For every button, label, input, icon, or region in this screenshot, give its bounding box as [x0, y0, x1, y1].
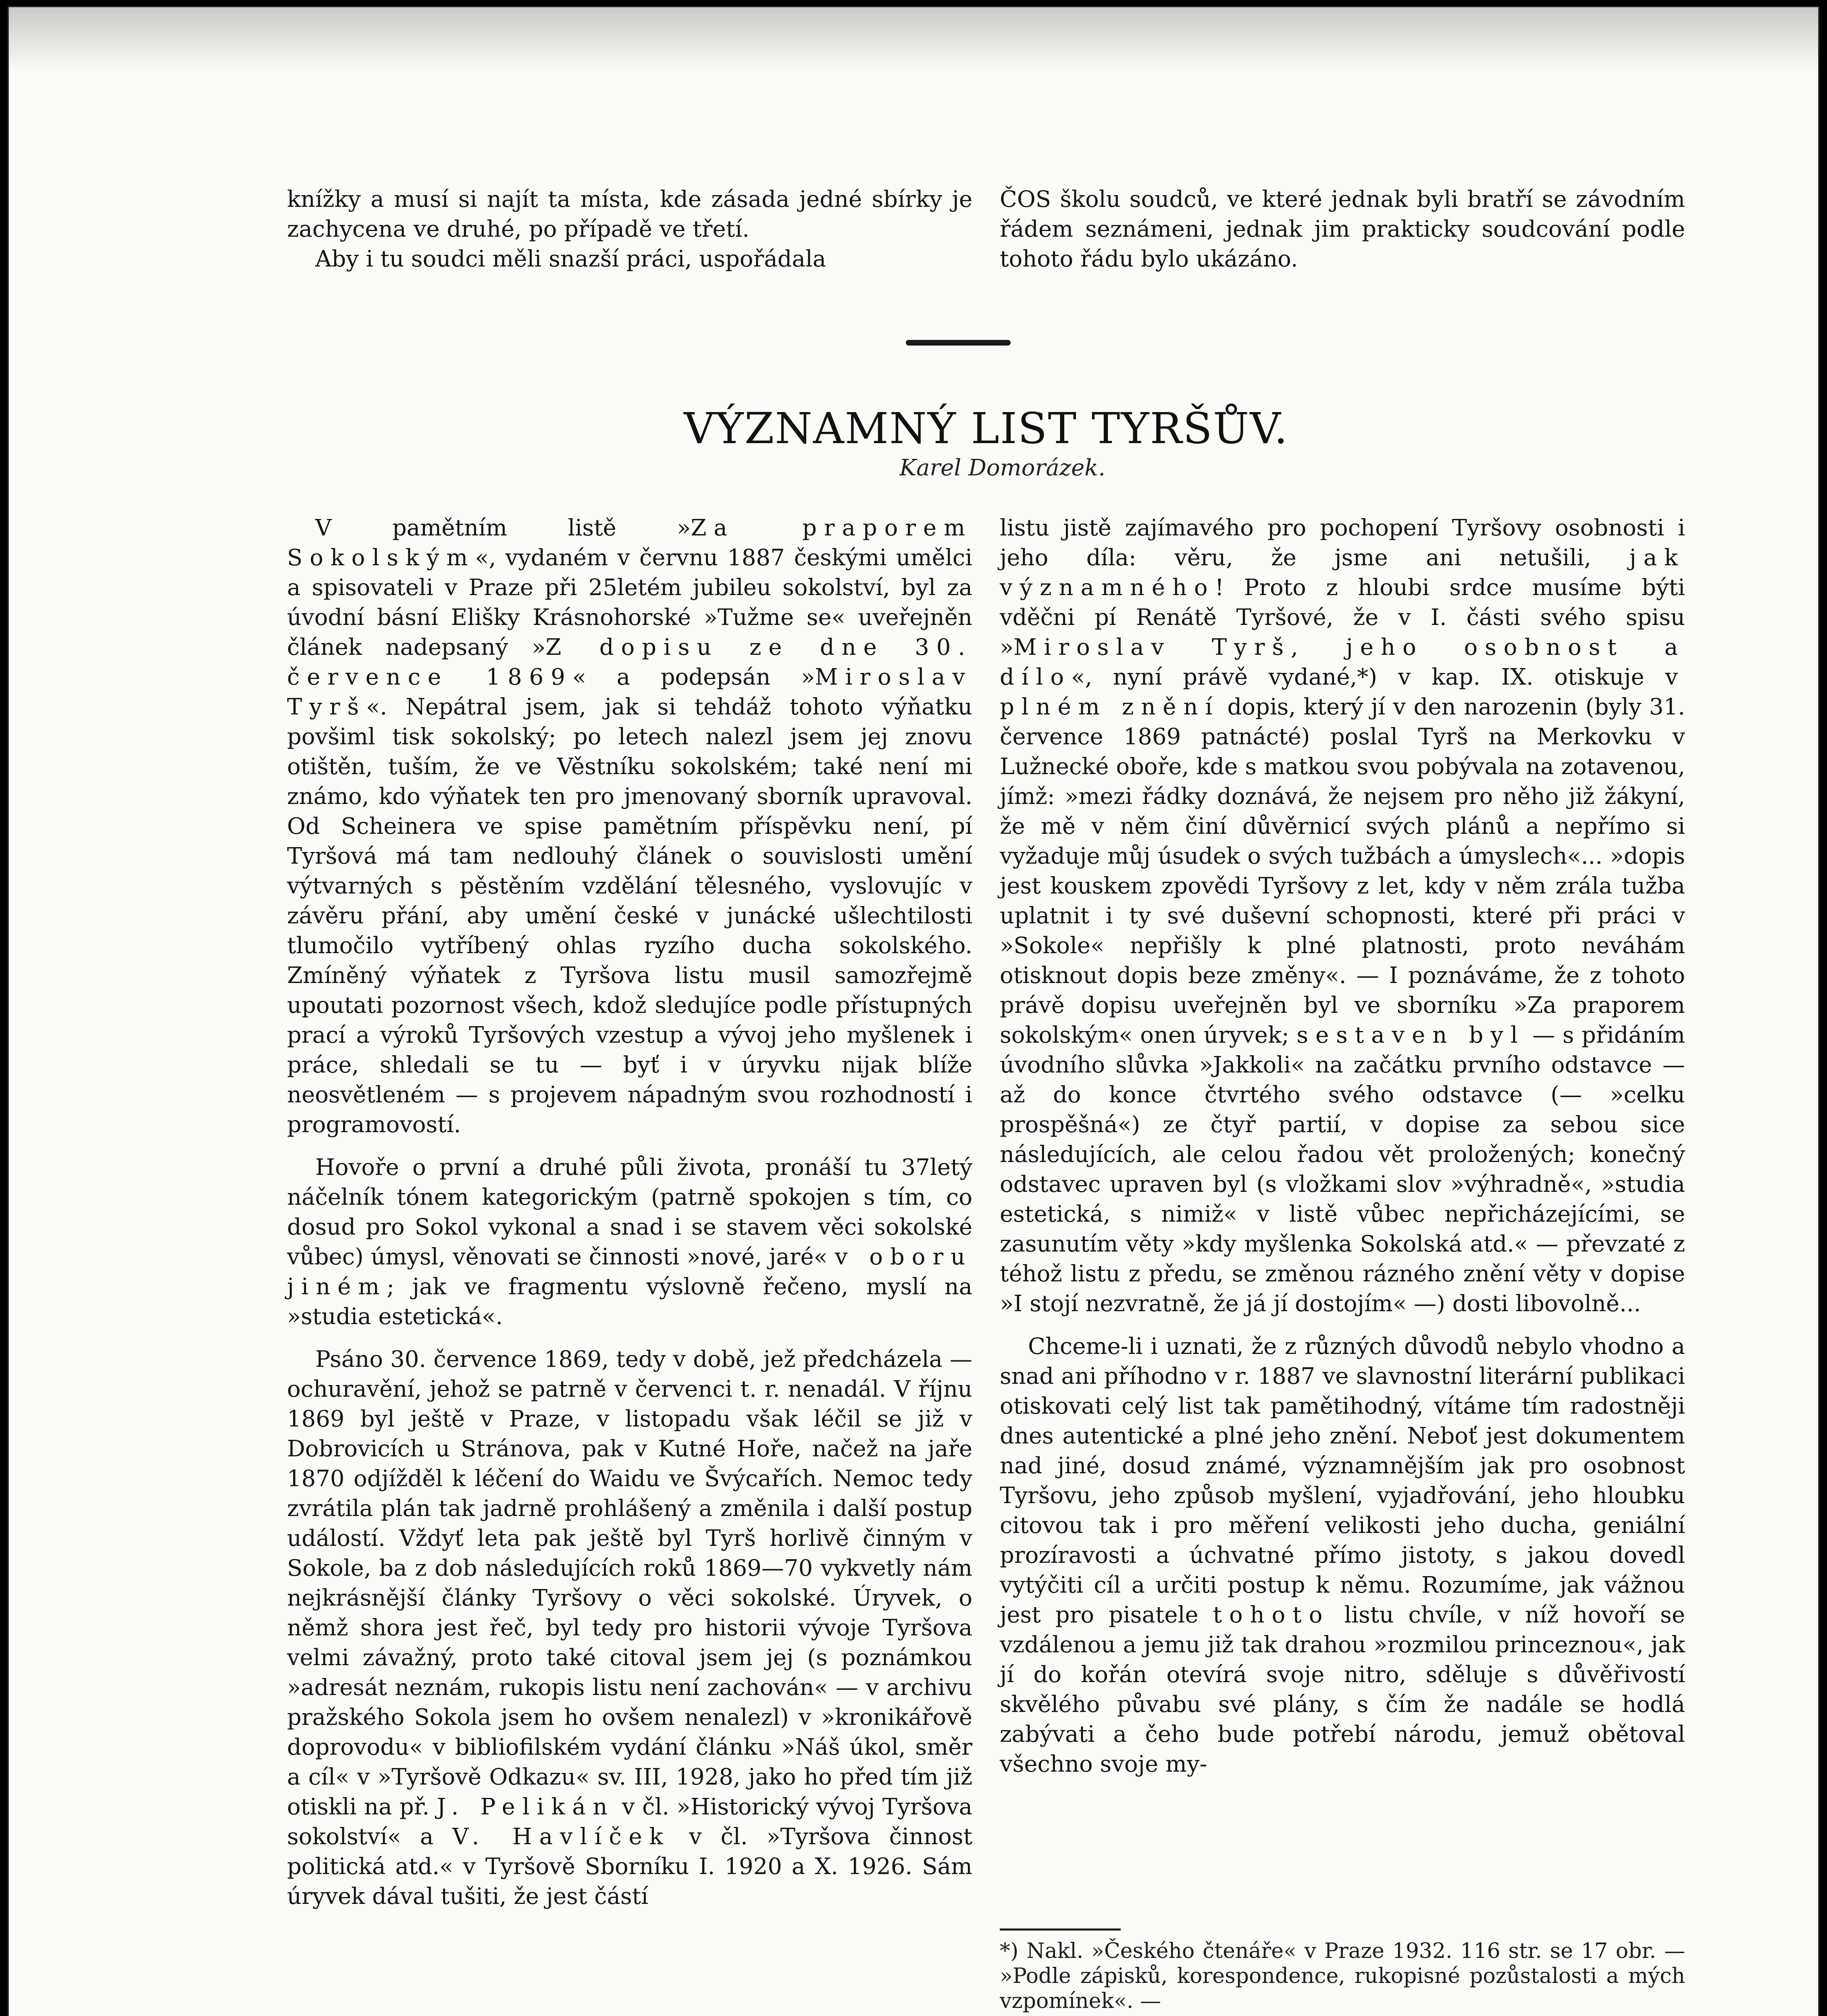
- emphasis: tohoto: [1213, 1602, 1330, 1628]
- emphasis: sestaven byl: [1296, 1022, 1525, 1048]
- article-right-column: [1000, 513, 1685, 1779]
- text-run: «, vydaném v červnu 1887 českými umělci a spisovateli v Praze při 25letém jubileu sokolství, byl za úvodní básní Elišky Krásnohorské »Tužme se« uveřejněn článek nadepsaný »: [287, 545, 972, 660]
- text-run: Chceme-li i uznati, že z různých důvodů nebylo vhodno a snad ani příhodno v r. 1887 ve slavnostní literární publikaci otiskovati celý list tak pamětihodný, vítáme tím radostněji dnes autentické a plné jeho znění. Neboť jest dokumentem nad jiné, dosud známé, významnějším jak pro osobnost Tyršovu, jeho způsob myšlení, vyjadřování, jeho hloubku citovou tak i pro měření velikosti jeho ducha, geniální prozíravosti a úchvatné přímo jistoty, s jakou dovedl vytýčiti cíl a určiti postup k němu. Rozumíme, jak vážnou jest pro pisatele: [1000, 1333, 1685, 1628]
- emphasis: jak významného: [1000, 545, 1685, 601]
- text-run: v čl. »Tyršova činnost politická atd.« v Tyršově Sborníku I. 1920 a X. 1926. Sám úryvek dával tušiti, že jest částí: [287, 1824, 972, 1910]
- footnote: *) Nakl. »Českého čtenáře« v Praze 1932. 116 str. se 17 obr. — »Podle zápisků, korespondence, rukopisné pozůstalosti a mých vzpomínek«. —: [1000, 1939, 1685, 2013]
- paragraph: [287, 513, 972, 1140]
- previous-article-left-column: [287, 185, 972, 274]
- emphasis: Miroslav Tyrš, jeho osobnost a dílo: [1000, 634, 1685, 690]
- text-run: listu jistě zajímavého pro pochopení Tyršovy osobnosti i jeho díla: věru, že jsme ani netušili,: [1000, 515, 1685, 571]
- paragraph: [1000, 1332, 1685, 1779]
- scan-shading: [9, 7, 1818, 72]
- text-run: «, nyní právě vydané,*) v kap. IX. otiskuje: [1071, 664, 1665, 690]
- footnote-rule: [1000, 1929, 1121, 1931]
- text-run: dopis, který jí v den narozenin (byly 31. července 1869 patnácté) poslal Tyrš na Merkovku v Lužnecké oboře, kde s matkou svou pobývala na zotavenou, jímž: »mezi řádky doznává, že nejsem pro něho již žákyní, že mě v něm činí důvěrnicí svých plánů a nepřímo si vyžaduje můj úsudek o svých tužbách a úmyslech«... »dopis jest kouskem zpovědi Tyršovy z let, kdy v něm zrála tužba uplatnit i ty své duševní schopnosti, které při práci v »Sokole« nepřišly k plné platnosti, proto neváhám otisknout dopis beze změny«. — I poznáváme, že z tohoto právě dopisu uveřejněn byl ve sborníku »Za praporem sokolským« onen úryvek;: [1000, 694, 1685, 1048]
- text-run: ! Proto z hloubi srdce musíme býti vděčni pí Renátě Tyršové, že v I. části svého spisu »: [1000, 575, 1685, 660]
- text-run: — s přidáním úvodního slůvka »Jakkoli« na začátku prvního odstavce — až do konce čtvrtého svého odstavce (— »celku prospěšná«) ze čtyř partií, v dopise za sebou sice následujících, ale celou řadou vět proložených; konečný odstavec upraven byl (s vložkami slov »výhradně«, »studia estetická, s nimiž« v listě vůbec nepřicházejícími, se zasunutím věty »kdy myšlenka Sokolská atd.« — převzaté z téhož listu z předu, se změnou rázného znění věty v dopise »I stojí nezvratně, že já jí dostojím« —) dosti libovolně...: [1000, 1022, 1686, 1317]
- paragraph: [1000, 513, 1685, 1319]
- text-run: v čl. »Historický vývoj Tyršova sokolství« a: [287, 1794, 972, 1850]
- journal-page: [9, 7, 1818, 2016]
- emphasis: Miroslav Tyrš: [287, 664, 972, 720]
- paragraph: [287, 1345, 972, 1912]
- paragraph: knížky a musí si najít ta místa, kde zásada jedné sbírky je zachycena ve druhé, po případě ve třetí.: [287, 186, 972, 242]
- paragraph: Aby i tu soudci měli snazší práci, uspořádala: [315, 246, 826, 272]
- emphasis: Za praporem Sokolským: [287, 515, 973, 571]
- article-title: VÝZNAMNÝ LIST TYRŠŮV.: [684, 404, 1288, 453]
- text-run: « a podepsán »: [572, 664, 815, 690]
- paragraph: [287, 1153, 972, 1332]
- text-run: Psáno 30. července 1869, tedy v době, jež předcházela — ochuravění, jehož se patrně v červenci t. r. nenadál. V říjnu 1869 byl ještě v Praze, v listopadu však léčil se již v Dobrovicích u Stránova, pak v Kutné Hoře, načež na jaře 1870 odjížděl k léčení do Waidu ve Švýcařích. Nemoc tedy zvrátila plán tak jadrně prohlášený a změnila i další postup událostí. Vždyť leta pak ještě byl Tyrš horlivě činným v Sokole, ba z dob následujících roků 1869—70 vykvetly nám nejkrásnější články Tyršovy o věci sokolské. Úryvek, o němž shora jest řeč, byl tedy pro historii vývoje Tyršova velmi závažný, proto také citoval jsem jej (s poznámkou »adresát neznám, rukopis listu není zachován« — v archivu pražského Sokola jsem ho ovšem nenalezl) v »kronikářově doprovodu« v bibliofilském vydání článku »Náš úkol, směr a cíl« v »Tyršově Odkazu« sv. III, 1928, jako ho před tím již otiskli na př.: [287, 1346, 972, 1820]
- text-run: V pamětním listě »: [315, 515, 691, 541]
- text-run: «. Nepátral jsem, jak si tehdáž tohoto výňatku povšiml tisk sokolský; po letech nalezl jsem jej znovu otištěn, tuším, že ve Věstníku sokolském; také není mi známo, kdo výňatek ten pro jmenovaný sborník upravoval. Od Scheinera ve spise pamětním příspěvku není, pí Tyršová má tam nedlouhý článek o souvislosti umění výtvarných s pěstěním vzdělání tělesného, vyslovujíc v závěru přání, aby umění české v junácké ušlechtilosti tlumočilo vytříbený ohlas ryzího ducha sokolského. Zmíněný výňatek z Tyršova listu musil samozřejmě upoutati pozornost všech, kdož sledujíce podle přístupných prací a výroků Tyršových vzestup a vývoj jeho myšlenek i práce, shledali se tu — byť i v úryvku nijak blíže neosvětleném — s projevem nápadným svou rozhodností i programovostí.: [287, 694, 972, 1138]
- article-author: Karel Domorázek.: [899, 455, 1105, 481]
- text-run: Hovoře o první a druhé půli života, pronáší tu 37letý náčelník tónem kategorickým (patrně spokojen s tím, co dosud pro Sokol vykonal a snad i se stavem věci sokolské vůbec) úmysl, věnovati se činnosti »nové, jaré«: [287, 1154, 972, 1270]
- emphasis: V. Havlíček: [452, 1824, 670, 1850]
- emphasis: v oboru jiném: [287, 1244, 972, 1300]
- text-run: ; jak ve fragmentu výslovně řečeno, myslí na »studia estetická«.: [287, 1274, 972, 1330]
- text-run: listu chvíle, v níž hovoří se vzdálenou a jemu již tak drahou »rozmilou princeznou«, jak jí do kořán otevírá svoje nitro, sděluje s důvěřivostí skvělého půvabu své plány, s čím že nadále se hodlá zabývati a čeho bude potřebí národu, jemuž obětoval všechno svoje my-: [1000, 1602, 1686, 1777]
- emphasis: v plném znění: [1000, 664, 1685, 720]
- paragraph: ČOS školu soudců, ve které jednak byli bratří se závodním řádem seznámeni, jednak jim prakticky soudcování podle tohoto řádu bylo ukázáno.: [1000, 186, 1685, 272]
- section-divider: [906, 340, 1011, 346]
- article-left-column: [287, 513, 972, 1912]
- previous-article-right-column: [1000, 185, 1685, 274]
- emphasis: Z dopisu ze dne 30. července 1869: [287, 634, 972, 690]
- emphasis: J. Pelikán: [437, 1794, 615, 1820]
